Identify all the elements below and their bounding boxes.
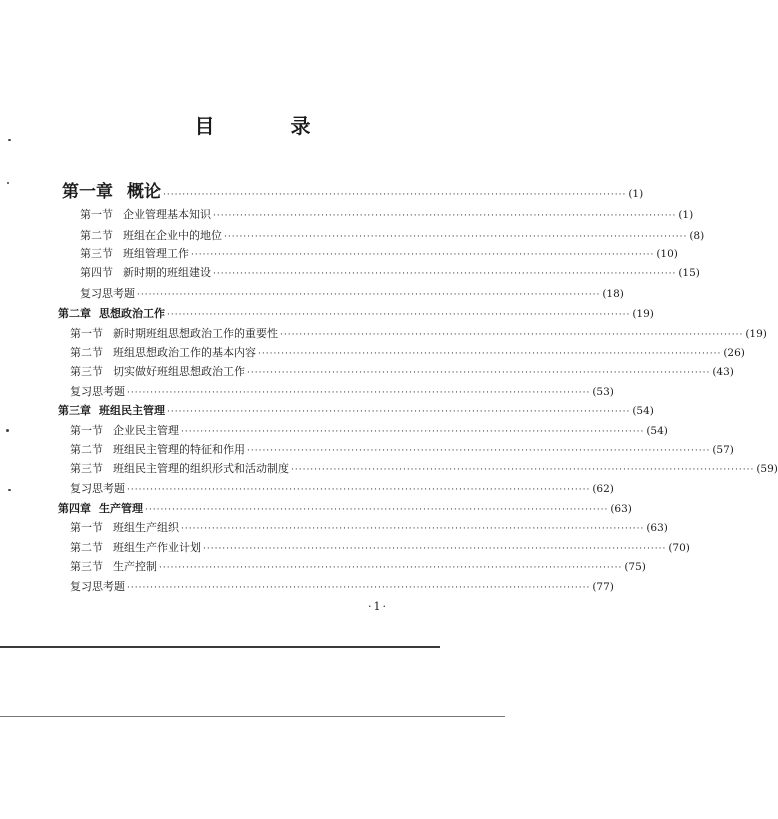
scan-edge-line <box>0 716 505 717</box>
entry-title: 思想政治工作 <box>99 307 165 320</box>
entry-page-number: (10) <box>656 248 678 260</box>
section-number: 第二节 <box>70 346 103 359</box>
toc-chapter-entry <box>58 502 632 517</box>
entry-page-number: (63) <box>646 522 668 534</box>
toc-chapter-entry <box>58 307 654 322</box>
entry-title: 生产管理 <box>99 502 143 515</box>
entry-page-number: (8) <box>689 230 705 242</box>
entry-page-number: (19) <box>632 308 654 320</box>
toc-entry-label <box>80 287 135 301</box>
entry-title: 切实做好班组思想政治工作 <box>113 365 245 378</box>
entry-title: 新时期的班组建设 <box>123 266 211 279</box>
entry-page-number: (59) <box>756 463 778 475</box>
entry-page-number: (77) <box>592 581 614 593</box>
section-number: 第三节 <box>70 365 103 378</box>
entry-title: 复习思考题 <box>80 287 135 300</box>
entry-title: 班组在企业中的地位 <box>123 229 222 242</box>
section-number: 第三节 <box>80 247 113 260</box>
toc-section-entry <box>70 560 646 575</box>
entry-page-number: (19) <box>745 328 767 340</box>
toc-entry-label <box>80 208 211 222</box>
entry-title: 班组管理工作 <box>123 247 189 260</box>
toc-review-entry <box>80 287 624 302</box>
leader-dots: ························································································································ <box>181 427 645 437</box>
leader-dots: ························································································································ <box>127 583 591 593</box>
leader-dots: ························································································································ <box>145 505 609 515</box>
toc-section-entry <box>70 541 690 556</box>
entry-page-number: (54) <box>632 405 654 417</box>
entry-page-number: (70) <box>668 542 690 554</box>
entry-title: 班组思想政治工作的基本内容 <box>113 346 256 359</box>
toc-entry-label <box>70 443 245 457</box>
entry-page-number: (26) <box>723 347 745 359</box>
leader-dots: ························································································································ <box>291 465 755 475</box>
scan-edge-line <box>0 646 440 648</box>
section-number: 第一节 <box>70 424 103 437</box>
toc-entry-label <box>80 247 189 261</box>
toc-section-entry <box>70 346 745 361</box>
entry-page-number: (62) <box>592 483 614 495</box>
entry-title: 复习思考题 <box>70 482 125 495</box>
leader-dots: ························································································································ <box>280 330 744 340</box>
section-number: 第一节 <box>70 521 103 534</box>
leader-dots: ························································································································ <box>163 190 627 200</box>
entry-page-number: (18) <box>602 288 624 300</box>
scan-speck <box>8 489 11 491</box>
toc-section-entry <box>70 521 668 536</box>
entry-title: 班组生产组织 <box>113 521 179 534</box>
chapter-number: 第一章 <box>62 182 113 202</box>
entry-title: 班组民主管理 <box>99 404 165 417</box>
section-number: 第二节 <box>70 443 103 456</box>
leader-dots: ························································································································ <box>191 250 655 260</box>
entry-title: 生产控制 <box>113 560 157 573</box>
leader-dots: ························································································································ <box>181 524 645 534</box>
toc-section-entry <box>70 462 778 477</box>
toc-section-entry <box>70 424 668 439</box>
entry-title: 企业民主管理 <box>113 424 179 437</box>
toc-section-entry <box>80 247 678 262</box>
page-title: 目 录 <box>194 114 339 138</box>
toc-entry-label <box>70 346 256 360</box>
page-number: ·1· <box>368 600 388 613</box>
toc-entry-label <box>70 424 179 438</box>
chapter-number: 第四章 <box>58 502 91 515</box>
entry-title: 班组生产作业计划 <box>113 541 201 554</box>
entry-page-number: (63) <box>610 503 632 515</box>
toc-entry-label <box>70 521 179 535</box>
entry-page-number: (75) <box>624 561 646 573</box>
leader-dots: ························································································································ <box>127 388 591 398</box>
toc-entry-label <box>70 580 125 594</box>
toc-entry-label <box>58 502 143 516</box>
entry-title: 新时期班组思想政治工作的重要性 <box>113 327 278 340</box>
leader-dots: ························································································································ <box>159 563 623 573</box>
entry-page-number: (1) <box>628 188 644 200</box>
toc-entry-label <box>70 385 125 399</box>
toc-entry-label <box>70 462 289 476</box>
toc-section-entry <box>80 208 694 223</box>
toc-entry-label <box>58 307 165 321</box>
leader-dots: ························································································································ <box>258 349 722 359</box>
toc-entry-label <box>58 404 165 418</box>
leader-dots: ························································································································ <box>224 232 688 242</box>
toc-entry-label <box>70 541 201 555</box>
entry-page-number: (1) <box>678 209 694 221</box>
entry-title: 班组民主管理的特征和作用 <box>113 443 245 456</box>
toc-entry-label <box>80 229 222 243</box>
leader-dots: ························································································································ <box>167 407 631 417</box>
section-number: 第二节 <box>80 229 113 242</box>
entry-page-number: (53) <box>592 386 614 398</box>
toc-section-entry <box>70 365 734 380</box>
toc-entry-label <box>70 365 245 379</box>
section-number: 第一节 <box>80 208 113 221</box>
entry-page-number: (54) <box>646 425 668 437</box>
entry-page-number: (43) <box>712 366 734 378</box>
toc-entry-label <box>70 482 125 496</box>
leader-dots: ························································································································ <box>247 368 711 378</box>
toc-entry-label <box>80 266 211 280</box>
entry-title: 复习思考题 <box>70 385 125 398</box>
scan-speck <box>7 182 9 184</box>
toc-section-entry <box>80 266 700 281</box>
toc-section-entry <box>70 443 734 458</box>
section-number: 第一节 <box>70 327 103 340</box>
entry-page-number: (15) <box>678 267 700 279</box>
leader-dots: ························································································································ <box>137 290 601 300</box>
chapter-number: 第三章 <box>58 404 91 417</box>
toc-entry-label <box>70 327 278 341</box>
leader-dots: ························································································································ <box>213 211 677 221</box>
entry-page-number: (57) <box>712 444 734 456</box>
chapter-number: 第二章 <box>58 307 91 320</box>
toc-review-entry <box>70 580 614 595</box>
entry-title: 复习思考题 <box>70 580 125 593</box>
section-number: 第二节 <box>70 541 103 554</box>
toc-entry-label <box>70 560 157 574</box>
entry-title: 概论 <box>127 182 161 202</box>
leader-dots: ························································································································ <box>203 544 667 554</box>
scan-speck <box>6 429 9 432</box>
leader-dots: ························································································································ <box>213 269 677 279</box>
toc-chapter-entry <box>58 404 654 419</box>
section-number: 第三节 <box>70 462 103 475</box>
toc-entry-label <box>62 182 161 202</box>
entry-title: 班组民主管理的组织形式和活动制度 <box>113 462 289 475</box>
toc-chapter-entry <box>62 182 644 202</box>
toc-review-entry <box>70 385 614 400</box>
toc-review-entry <box>70 482 614 497</box>
leader-dots: ························································································································ <box>167 310 631 320</box>
toc-section-entry <box>80 229 705 244</box>
scan-speck <box>8 139 11 141</box>
section-number: 第四节 <box>80 266 113 279</box>
section-number: 第三节 <box>70 560 103 573</box>
toc-section-entry <box>70 327 767 342</box>
leader-dots: ························································································································ <box>127 485 591 495</box>
entry-title: 企业管理基本知识 <box>123 208 211 221</box>
leader-dots: ························································································································ <box>247 446 711 456</box>
